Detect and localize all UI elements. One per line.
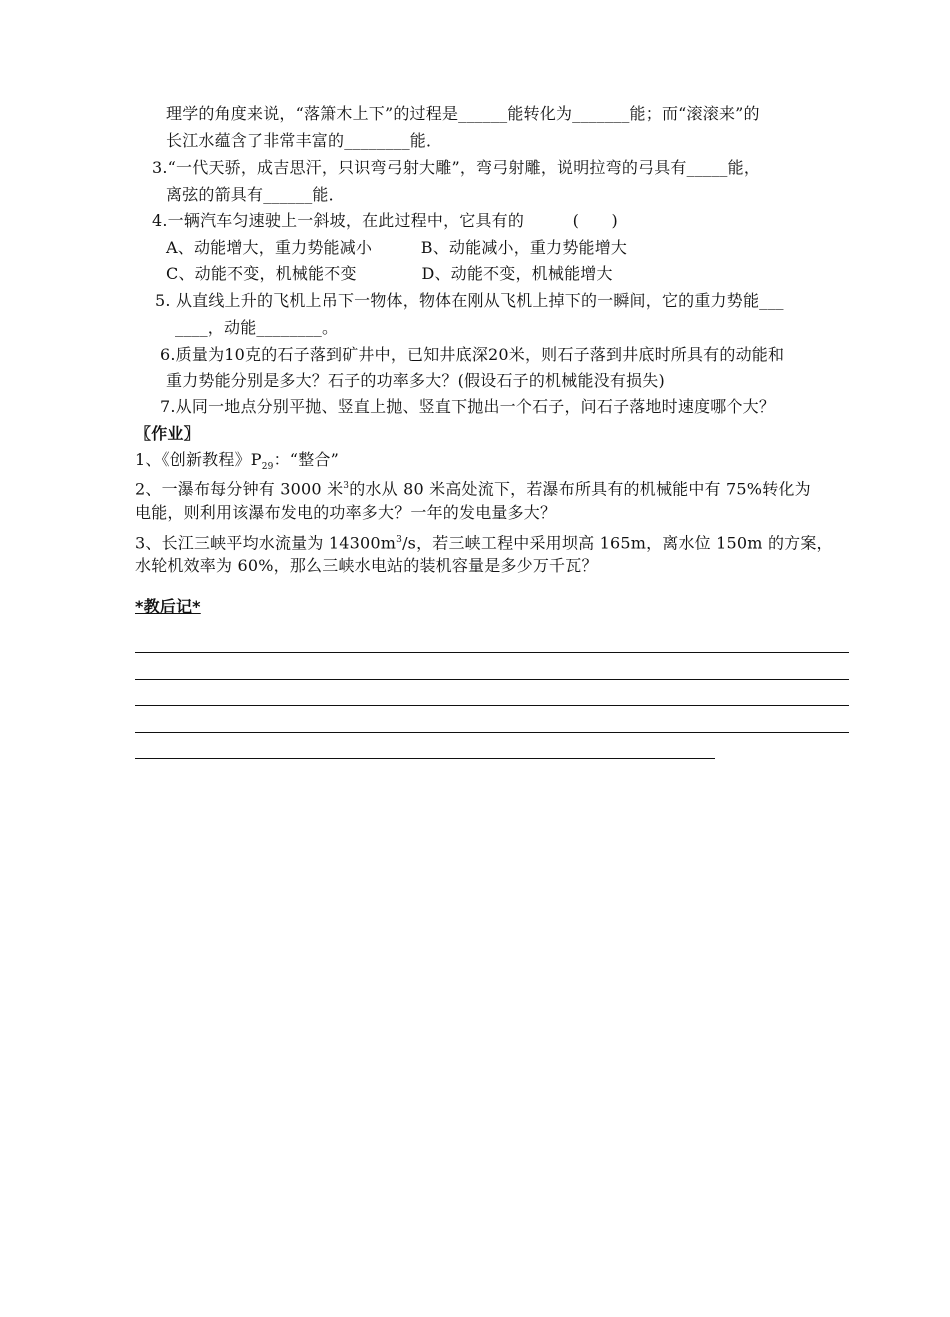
writing-line [135,679,849,680]
homework-text: ：“整合” [273,450,339,469]
homework-item-3 [135,530,833,553]
notes-heading: *教后记* [135,597,201,616]
question-3: 3.“一代天骄，成吉思汗，只识弯弓射大雕”，弯弓射雕，说明拉弯的弓具有_____能， [152,158,761,177]
writing-line [135,758,715,759]
writing-line [135,705,849,706]
text-line: 理学的角度来说，“落箫木上下”的过程是______能转化为_______能；而“滚滚来”的 [166,104,760,123]
homework-text: 电能，则利用该瀑布发电的功率多大？一年的发电量多大？ [135,503,557,522]
superscript: 3 [343,481,350,491]
text-line: 重力势能分别是多大？石子的功率多大？(假设石子的机械能没有损失) [166,371,665,390]
question-4: 4.一辆汽车匀速驶上一斜坡，在此过程中，它具有的 ( ) [152,211,618,230]
homework-heading: 〖作业〗 [135,424,200,443]
writing-line [135,732,849,733]
text-line: ____，动能________。 [175,318,339,337]
homework-text: 2、一瀑布每分钟有 3000 米 [135,479,344,499]
writing-line [135,652,849,653]
subscript: 29 [261,462,274,473]
option-line: C、动能不变，机械能不变 D、动能不变，机械能增大 [166,264,613,283]
homework-text: 1、《创新教程》P [135,450,262,469]
question-6: 6.质量为10克的石子落到矿井中，已知井底深20米，则石子落到井底时所具有的动能和 [160,345,785,364]
question-5: 5. 从直线上升的飞机上吊下一物体，物体在刚从飞机上掉下的一瞬间，它的重力势能___ [155,291,784,310]
text-line: 长江水蕴含了非常丰富的________能． [166,131,443,150]
question-7: 7.从同一地点分别平抛、竖直上抛、竖直下抛出一个石子，问石子落地时速度哪个大？ [160,397,776,416]
option-line: A、动能增大，重力势能减小 B、动能减小，重力势能增大 [166,238,628,257]
homework-item-2 [135,476,811,499]
homework-text: /s，若三峡工程中采用坝高 165m，离水位 150m 的方案， [402,533,833,553]
text-line: 离弦的箭具有______能． [166,185,345,204]
homework-text: 3、长江三峡平均水流量为 14300m [135,533,397,553]
homework-text: 水轮机效率为 60%，那么三峡水电站的装机容量是多少万千瓦？ [135,556,598,575]
homework-item-1 [135,450,339,477]
superscript: 3 [396,535,403,545]
homework-text: 的水从 80 米高处流下，若瀑布所具有的机械能中有 75%转化为 [349,479,811,499]
